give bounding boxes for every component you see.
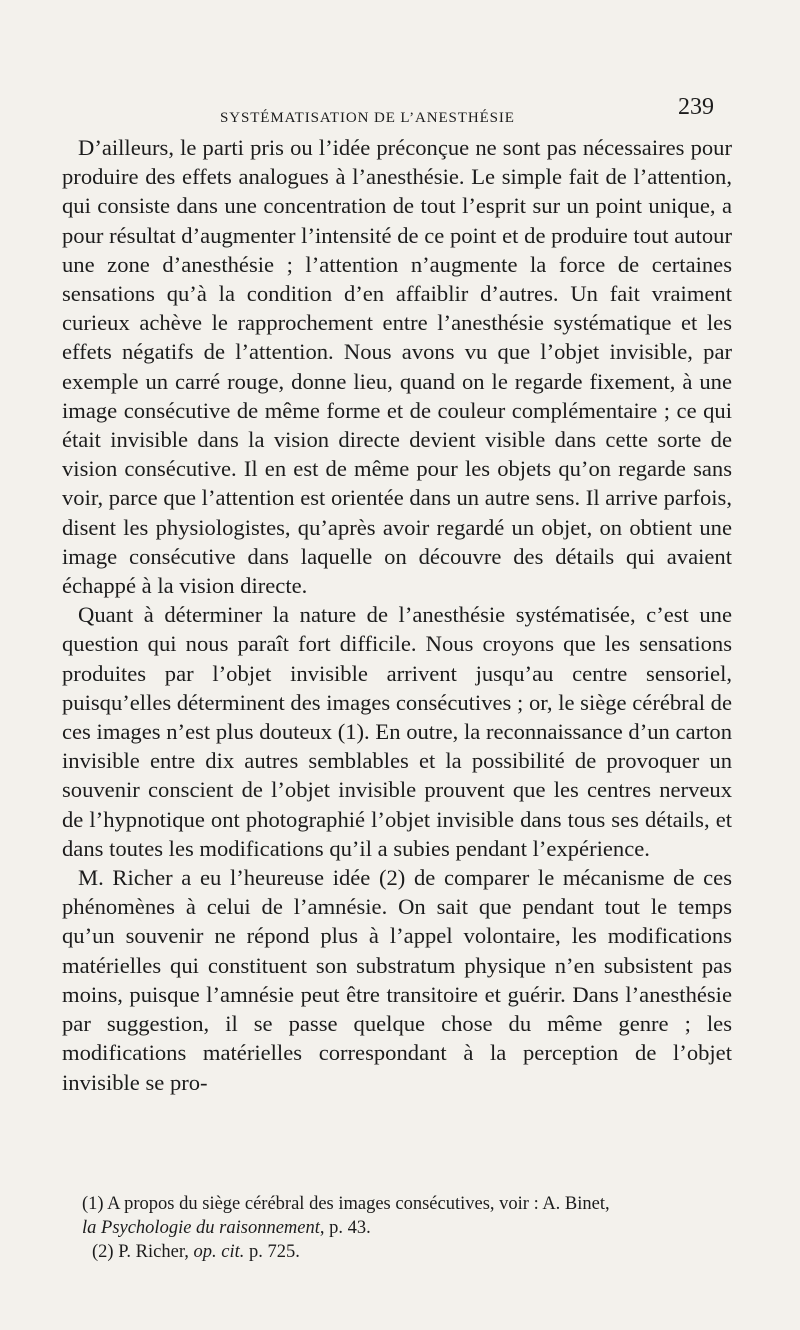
body-text xyxy=(62,133,732,1097)
paragraph-1: D’ailleurs, le parti pris ou l’idée préconçue ne sont pas nécessaires pour produire des effets analogues à l’anesthésie. Le simple fait de l’attention, qui consiste dans une concentration de tout l’esprit sur un point unique, a pour résultat d’augmenter l’intensité de ce point et de produire tout autour une zone d’anesthésie ; l’attention n’augmente la force de certaines sensations qu’à la condition d’en affaiblir d’autres. Un fait vraiment curieux achève le rapprochement entre l’anesthésie systématique et les effets négatifs de l’attention. Nous avons vu que l’objet invisible, par exemple un carré rouge, donne lieu, quand on le regarde fixement, à une image consécutive de même forme et de couleur complémentaire ; ce qui était invisible dans la vision directe devient visible dans cette sorte de vision consécutive. Il en est de même pour les objets qu’on regarde sans voir, parce que l’attention est orientée dans un autre sens. Il arrive parfois, disent les physiologistes, qu’après avoir regardé un objet, on obtient une image consécutive dans laquelle on découvre des détails qui avaient échappé à la vision directe. xyxy=(62,135,732,599)
footnote-2-text: (2) P. Richer, xyxy=(92,1242,194,1262)
footnote-1-title: la Psychologie du raisonnement xyxy=(82,1218,320,1238)
footnote-2-opcit: op. cit. xyxy=(193,1242,245,1262)
footnote-1-page: , p. 43. xyxy=(319,1218,371,1238)
page-number: 239 xyxy=(678,94,714,120)
footnote-1 xyxy=(82,1192,750,1240)
footnote-2-page: p. 725. xyxy=(244,1242,300,1262)
footnotes xyxy=(82,1192,750,1264)
footnote-2 xyxy=(92,1240,750,1264)
running-title: SYSTÉMATISATION DE L’ANESTHÉSIE xyxy=(220,110,515,126)
paragraph-2: Quant à déterminer la nature de l’anesthésie systématisée, c’est une question qui nous paraît fort difficile. Nous croyons que les sensations produites par l’objet invisible arrivent jusqu’au centre sensoriel, puisqu’elles déterminent des images consécutives ; or, le siège cérébral de ces images n’est plus douteux (1). En outre, la reconnaissance d’un carton invisible entre dix autres semblables et la possibilité de provoquer un souvenir conscient de l’objet invisible prouvent que les centres nerveux de l’hypnotique ont photographié l’objet invisible dans tous ses détails, et dans toutes les modifications qu’il a subies pendant l’expérience. xyxy=(62,602,732,861)
running-head xyxy=(60,94,740,134)
footnote-1-text: (1) A propos du siège cérébral des images consécutives, voir : A. Binet, xyxy=(82,1194,610,1214)
paragraph-3: M. Richer a eu l’heureuse idée (2) de comparer le mécanisme de ces phénomènes à celui de l’amnésie. On sait que pendant tout le temps qu’un souvenir ne répond plus à l’appel volontaire, les modifications matérielles qui constituent son substratum physique n’en subsistent pas moins, puisque l’amnésie peut être transitoire et guérir. Dans l’anesthésie par suggestion, il se passe quelque chose du même genre ; les modifications matérielles correspondant à la perception de l’objet invisible se pro- xyxy=(62,865,732,1095)
